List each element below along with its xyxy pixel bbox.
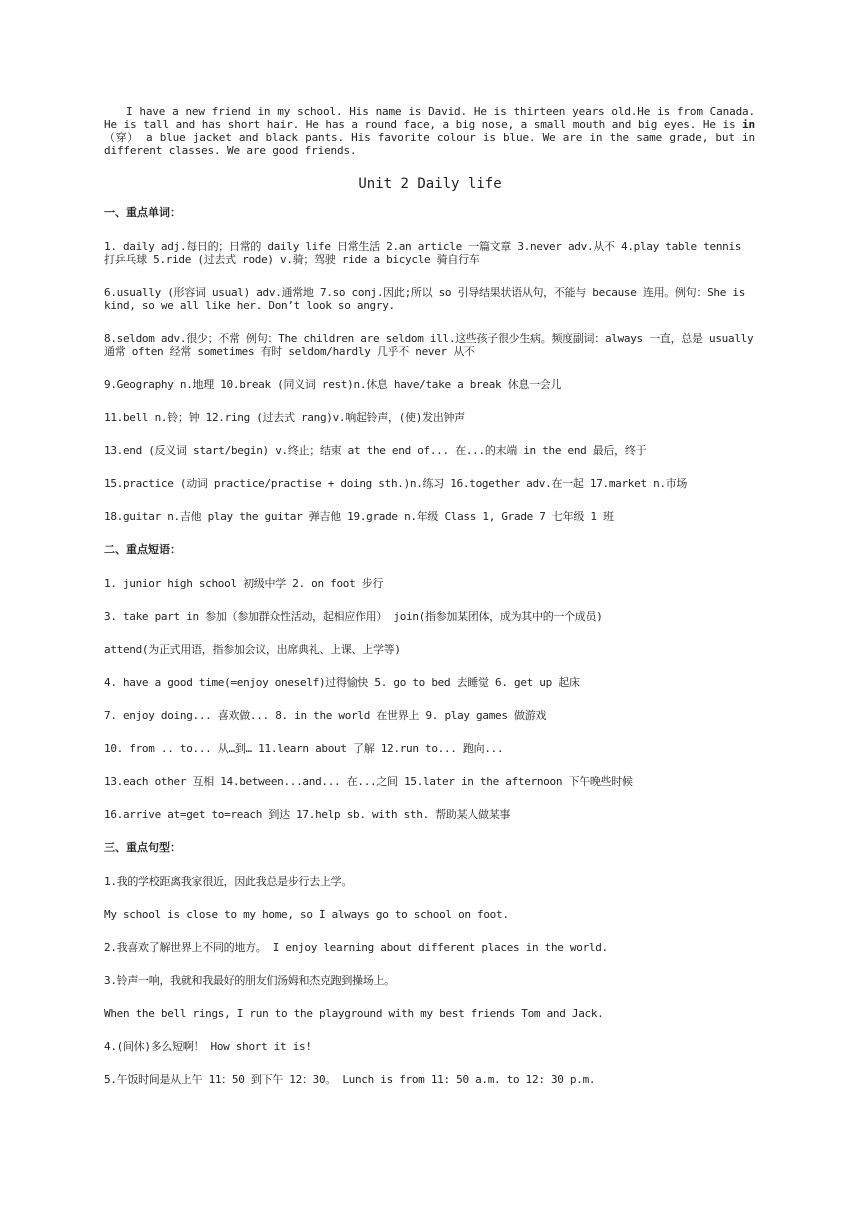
vocab-line: 8.seldom adv.很少；不常 例句：The children are seldom ill.这些孩子很少生病。频度副词：always 一直，总是 usually 通常 often 经常 sometimes 有时 seldom/hardly 几乎不 never 从不 xyxy=(104,332,754,358)
sentence-line: 2.我喜欢了解世界上不同的地方。 I enjoy learning about different places in the world. xyxy=(104,941,608,954)
sentence-line: 3.铃声一响，我就和我最好的朋友们汤姆和杰克跑到操场上。 xyxy=(104,974,395,987)
section-title-sentences: 三、重点句型： xyxy=(104,841,181,854)
sentence-line: 1.我的学校距离我家很近，因此我总是步行去上学。 xyxy=(104,875,353,888)
vocab-line: 15.practice (动词 practice/practise + doing sth.)n.练习 16.together adv.在一起 17.market n.市场 xyxy=(104,477,688,490)
intro-text-before: I have a new friend in my school. His name is David. He is thirteen years old.He is from Canada. He is tall and has short hair. He has a round face, a big nose, a small mouth and big eyes. He is xyxy=(104,105,755,131)
sentence-line: When the bell rings, I run to the playground with my best friends Tom and Jack. xyxy=(104,1007,604,1020)
vocab-line: 6.usually (形容词 usual) adv.通常地 7.so conj.因此;所以 so 引导结果状语从句，不能与 because 连用。例句：She is kind, so we all like her. Don’t look so angry. xyxy=(104,286,746,312)
intro-text-after: （穿） a blue jacket and black pants. His favorite colour is blue. We are in the same grade, but in different classes. We are good friends. xyxy=(104,131,755,157)
vocab-line: 13.end (反义词 start/begin) v.终止；结束 at the end of... 在...的末端 in the end 最后，终于 xyxy=(104,444,647,457)
intro-paragraph xyxy=(104,105,755,157)
vocab-line: 11.bell n.铃；钟 12.ring (过去式 rang)v.响起铃声，(使)发出钟声 xyxy=(104,411,465,424)
vocab-line: 9.Geography n.地理 10.break (同义词 rest)n.休息 have/take a break 休息一会儿 xyxy=(104,378,562,391)
unit-title: Unit 2 Daily life xyxy=(358,176,502,192)
section-title-vocab: 一、重点单词： xyxy=(104,206,181,219)
phrase-line: 16.arrive at=get to=reach 到达 17.help sb. with sth. 帮助某人做某事 xyxy=(104,808,511,821)
phrase-line: 13.each other 互相 14.between...and... 在...之间 15.later in the afternoon 下午晚些时候 xyxy=(104,775,633,788)
phrase-line: 10. from .. to... 从…到… 11.learn about 了解 12.run to... 跑向... xyxy=(104,742,504,755)
vocab-line: 1. daily adj.每日的；日常的 daily life 日常生活 2.an article 一篇文章 3.never adv.从不 4.play table tennis 打乒乓球 5.ride (过去式 rode) v.骑；驾驶 ride a bicycle 骑自行车 xyxy=(104,240,742,266)
vocab-line: 18.guitar n.吉他 play the guitar 弹吉他 19.grade n.年级 Class 1, Grade 7 七年级 1 班 xyxy=(104,510,614,523)
phrase-line: 1. junior high school 初级中学 2. on foot 步行 xyxy=(104,577,384,590)
phrase-line: attend(为正式用语，指参加会议，出席典礼、上课、上学等) xyxy=(104,643,401,656)
phrase-line: 4. have a good time(=enjoy oneself)过得愉快 5. go to bed 去睡觉 6. get up 起床 xyxy=(104,676,580,689)
section-title-phrases: 二、重点短语： xyxy=(104,543,181,556)
phrase-line: 7. enjoy doing... 喜欢做... 8. in the world 在世界上 9. play games 做游戏 xyxy=(104,709,547,722)
sentence-line: 4.(间休)多么短啊！ How short it is! xyxy=(104,1040,312,1053)
sentence-line: 5.午饭时间是从上午 11：50 到下午 12：30。 Lunch is from 11: 50 a.m. to 12: 30 p.m. xyxy=(104,1073,596,1086)
sentence-line: My school is close to my home, so I always go to school on foot. xyxy=(104,908,509,921)
phrase-line: 3. take part in 参加（参加群众性活动，起相应作用） join(指参加某团体，成为其中的一个成员) xyxy=(104,610,603,623)
intro-bold-word: in xyxy=(742,118,755,131)
